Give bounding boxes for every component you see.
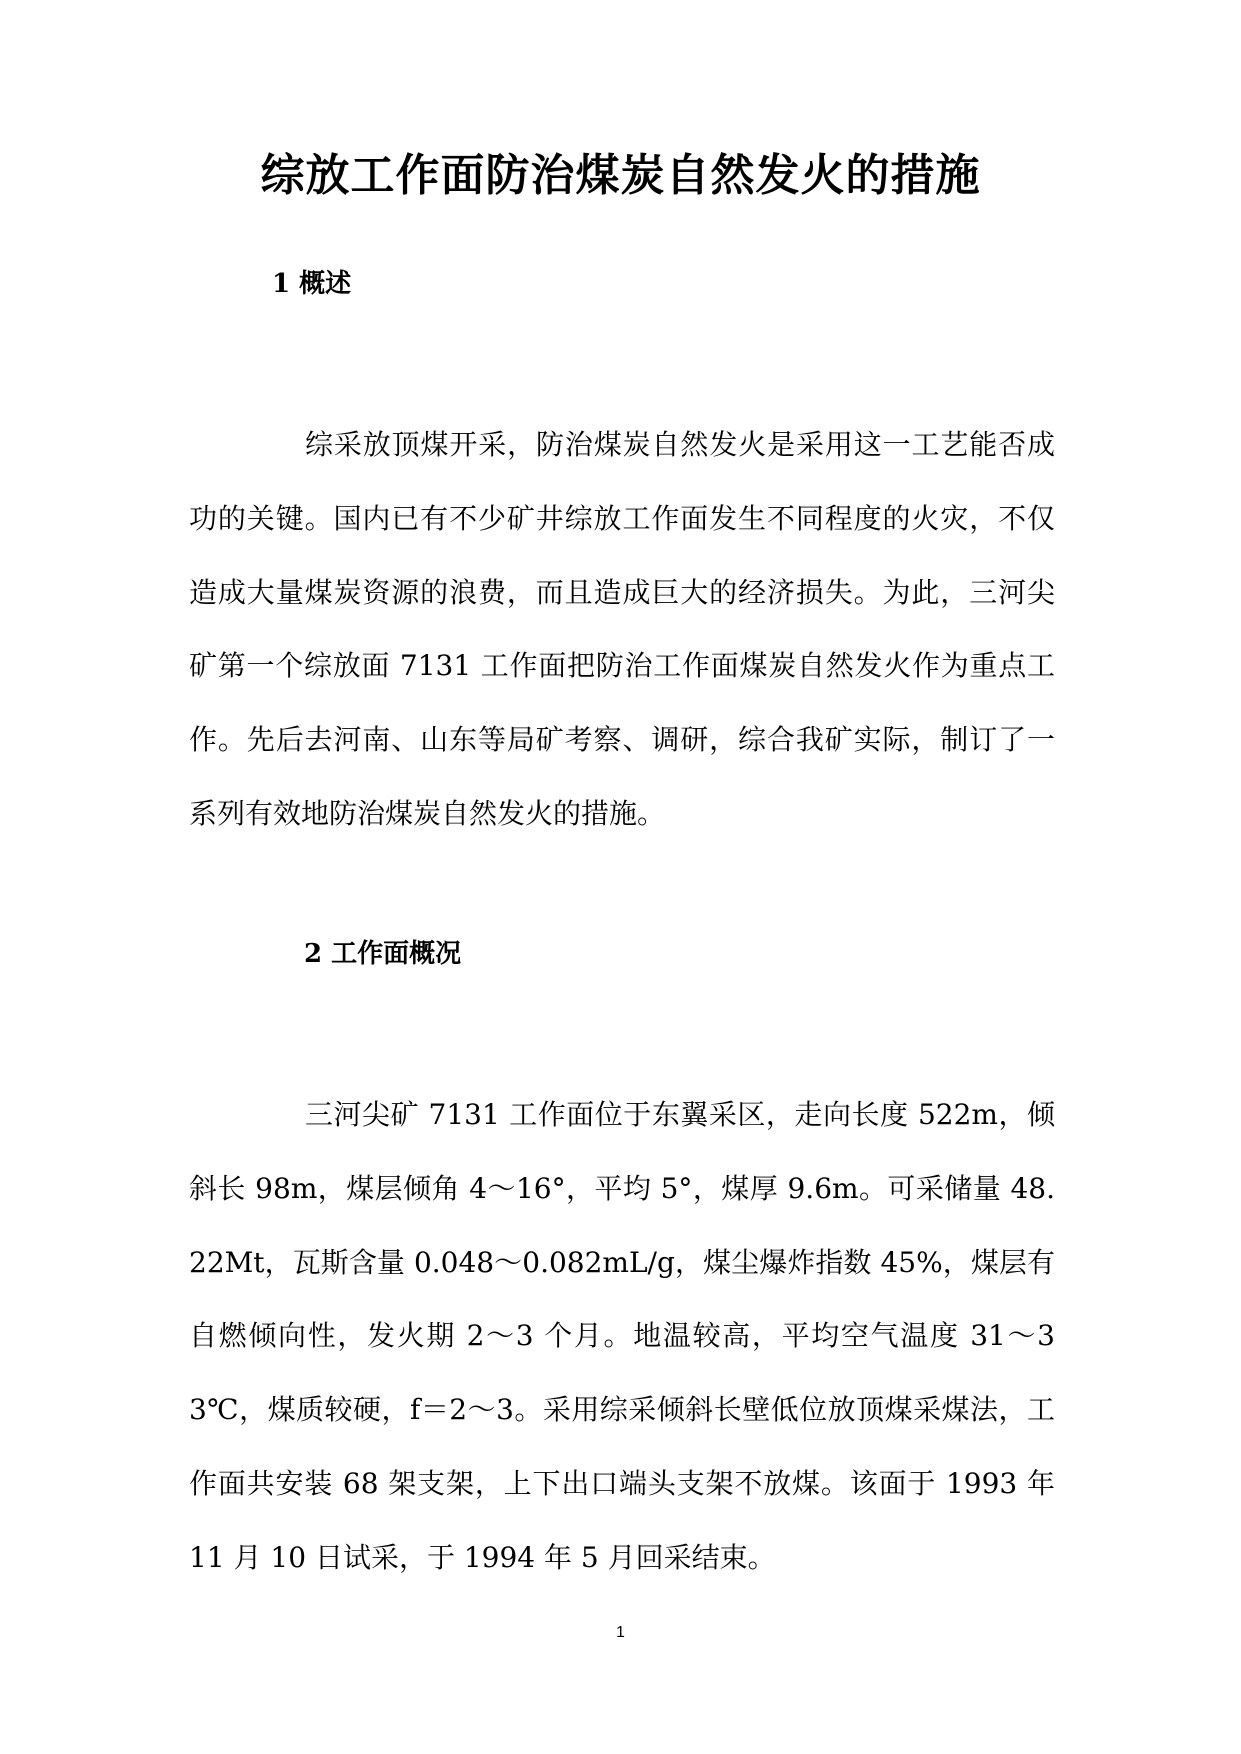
section-heading-workface: 2 工作面概况 [304,939,462,969]
section-paragraph-overview: 综采放顶煤开采，防治煤炭自然发火是采用这一工艺能否成功的关键。国内已有不少矿井综放工作面发生不同程度的火灾，不仅造成大量煤炭资源的浪费，而且造成巨大的经济损失。为此，三河尖矿第一个综放面 7131 工作面把防治工作面煤炭自然发火作为重点工作。先后去河南、山东等局矿考察、调研，综合我矿实际，制订了一系列有效地防治煤炭自然发火的措施。 [189,428,1055,830]
section-paragraph-workface: 三河尖矿 7131 工作面位于东翼采区，走向长度 522m，倾斜长 98m，煤层倾角 4～16°，平均 5°，煤厚 9.6m。可采储量 48.22Mt，瓦斯含量 0.048～0.082mL/g，煤尘爆炸指数 45%，煤层有自燃倾向性，发火期 2～3 个月。地温较高，平均空气温度 31～33℃，煤质较硬，f＝2～3。采用综采倾斜长壁低位放顶煤采煤法，工作面共安装 68 架支架，上下出口端头支架不放煤。该面于 1993 年 11 月 10 日试采，于 1994 年 5 月回采结束。 [189,1098,1055,1574]
section-heading-overview: 1 概述 [272,269,352,299]
page-number: 1 [616,1624,625,1641]
document-title: 综放工作面防治煤炭自然发火的措施 [260,150,981,201]
